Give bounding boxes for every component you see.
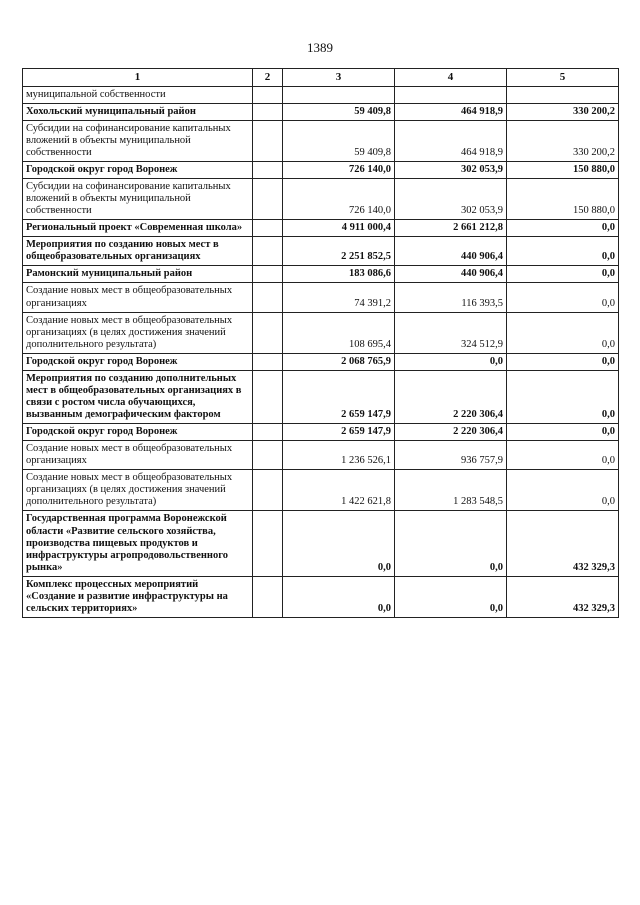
table-row [23,283,619,312]
table-row [23,179,619,220]
row-name-cell: Комплекс процессных мероприятий «Создание и развитие инфраструктуры на сельских территориях» [23,576,253,617]
row-col3-cell: 1 236 526,1 [283,441,395,470]
row-col2-cell [253,179,283,220]
row-name-cell: Создание новых мест в общеобразовательных организациях (в целях достижения значений дополнительного результата) [23,470,253,511]
row-col3-cell: 108 695,4 [283,312,395,353]
row-col5-cell: 0,0 [507,312,619,353]
table-row [23,511,619,576]
column-header-4: 4 [395,69,507,87]
table-row [23,103,619,120]
table-row [23,120,619,161]
row-col5-cell: 330 200,2 [507,103,619,120]
row-col4-cell: 2 220 306,4 [395,370,507,423]
row-col4-cell: 464 918,9 [395,103,507,120]
row-name-cell: Мероприятия по созданию дополнительных мест в общеобразовательных организациях в связи с ростом числа обучающихся, вызванным демографическим фактором [23,370,253,423]
row-col3-cell: 2 251 852,5 [283,237,395,266]
row-name-cell: Городской округ город Воронеж [23,161,253,178]
row-name-cell: Городской округ город Воронеж [23,353,253,370]
row-col3-cell [283,86,395,103]
table-row [23,237,619,266]
row-col4-cell: 936 757,9 [395,441,507,470]
row-col3-cell: 0,0 [283,576,395,617]
row-name-cell: Хохольский муниципальный район [23,103,253,120]
column-header-2: 2 [253,69,283,87]
row-col5-cell: 0,0 [507,424,619,441]
row-col3-cell: 2 068 765,9 [283,353,395,370]
row-name-cell: Создание новых мест в общеобразовательных организациях [23,283,253,312]
row-col4-cell: 2 220 306,4 [395,424,507,441]
row-col5-cell: 432 329,3 [507,511,619,576]
row-col2-cell [253,353,283,370]
row-col2-cell [253,161,283,178]
row-col3-cell: 1 422 621,8 [283,470,395,511]
row-col2-cell [253,441,283,470]
table-row [23,86,619,103]
row-col2-cell [253,470,283,511]
row-col5-cell: 0,0 [507,353,619,370]
row-name-cell: Субсидии на софинансирование капитальных вложений в объекты муниципальной собственности [23,120,253,161]
row-col2-cell [253,120,283,161]
row-col3-cell: 59 409,8 [283,120,395,161]
row-col3-cell: 2 659 147,9 [283,424,395,441]
row-col2-cell [253,312,283,353]
row-col4-cell: 440 906,4 [395,237,507,266]
row-col4-cell: 2 661 212,8 [395,220,507,237]
table-row [23,312,619,353]
row-col2-cell [253,86,283,103]
row-col5-cell: 0,0 [507,470,619,511]
row-col4-cell: 302 053,9 [395,161,507,178]
row-col4-cell: 1 283 548,5 [395,470,507,511]
row-col5-cell: 0,0 [507,283,619,312]
row-col2-cell [253,370,283,423]
table-body [23,86,619,617]
row-name-cell: Создание новых мест в общеобразовательных организациях [23,441,253,470]
table-header-row [23,69,619,87]
row-col2-cell [253,511,283,576]
row-col3-cell: 74 391,2 [283,283,395,312]
row-col2-cell [253,220,283,237]
row-col4-cell [395,86,507,103]
row-col4-cell: 464 918,9 [395,120,507,161]
column-header-5: 5 [507,69,619,87]
row-col3-cell: 726 140,0 [283,161,395,178]
row-name-cell: Государственная программа Воронежской области «Развитие сельского хозяйства, производства пищевых продуктов и инфраструктуры агропродовольственного рынка» [23,511,253,576]
table-row [23,424,619,441]
row-col5-cell: 432 329,3 [507,576,619,617]
row-col4-cell: 116 393,5 [395,283,507,312]
table-row [23,576,619,617]
row-col4-cell: 440 906,4 [395,266,507,283]
row-col2-cell [253,266,283,283]
row-col5-cell [507,86,619,103]
row-col3-cell: 4 911 000,4 [283,220,395,237]
row-col3-cell: 726 140,0 [283,179,395,220]
row-name-cell: Городской округ город Воронеж [23,424,253,441]
row-col3-cell: 0,0 [283,511,395,576]
budget-table [22,68,619,618]
row-col5-cell: 0,0 [507,220,619,237]
table-row [23,220,619,237]
row-col3-cell: 183 086,6 [283,266,395,283]
column-header-1: 1 [23,69,253,87]
row-name-cell: Субсидии на софинансирование капитальных вложений в объекты муниципальной собственности [23,179,253,220]
row-col2-cell [253,283,283,312]
row-name-cell: Создание новых мест в общеобразовательных организациях (в целях достижения значений дополнительного результата) [23,312,253,353]
row-col2-cell [253,103,283,120]
row-col4-cell: 0,0 [395,511,507,576]
table-row [23,266,619,283]
table-row [23,370,619,423]
row-col2-cell [253,576,283,617]
row-col2-cell [253,424,283,441]
row-name-cell: Мероприятия по созданию новых мест в общеобразовательных организациях [23,237,253,266]
row-col4-cell: 0,0 [395,353,507,370]
row-col5-cell: 0,0 [507,266,619,283]
table-row [23,470,619,511]
row-name-cell: Региональный проект «Современная школа» [23,220,253,237]
row-col4-cell: 324 512,9 [395,312,507,353]
row-col3-cell: 2 659 147,9 [283,370,395,423]
row-col5-cell: 0,0 [507,370,619,423]
row-col4-cell: 0,0 [395,576,507,617]
table-row [23,161,619,178]
row-col5-cell: 150 880,0 [507,179,619,220]
column-header-3: 3 [283,69,395,87]
row-col5-cell: 150 880,0 [507,161,619,178]
page-number: 1389 [307,40,333,55]
row-col4-cell: 302 053,9 [395,179,507,220]
table-row [23,353,619,370]
row-name-cell: муниципальной собственности [23,86,253,103]
row-col2-cell [253,237,283,266]
row-col3-cell: 59 409,8 [283,103,395,120]
row-col5-cell: 0,0 [507,237,619,266]
row-col5-cell: 0,0 [507,441,619,470]
row-col5-cell: 330 200,2 [507,120,619,161]
row-name-cell: Рамонский муниципальный район [23,266,253,283]
table-row [23,441,619,470]
